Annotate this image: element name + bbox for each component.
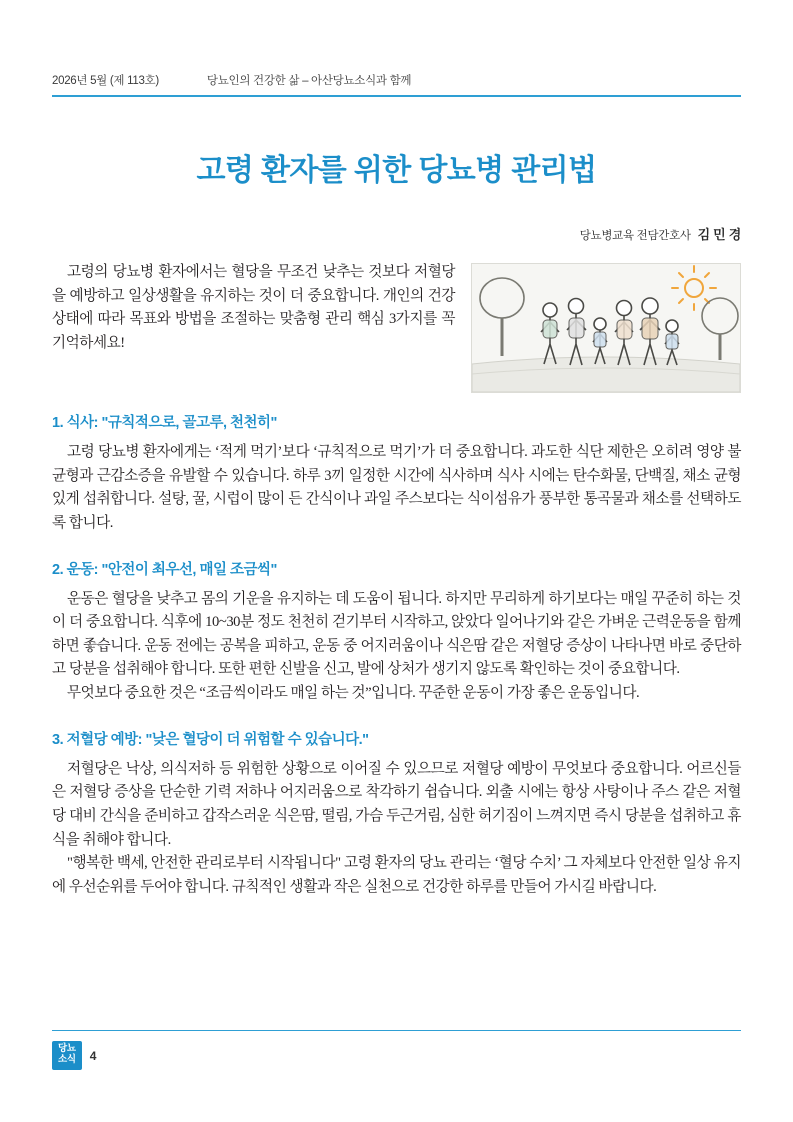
section-3-paragraph-1: 저혈당은 낙상, 의식저하 등 위험한 상황으로 이어질 수 있으므로 저혈당 예방이 무엇보다 중요합니다. 어르신들은 저혈당 증상을 단순한 기력 저하나 어지러움으로 착각하기 쉽습니다. 외출 시에는 항상 사탕이나 주스 같은 저혈당 대비 간식을 준비하고 갑작스러운 식은땀, 떨림, 가슴 두근거림, 심한 허기짐이 느껴지면 즉시 당분을 섭취하고 휴식을 취해야 합니다.	[52, 760, 741, 848]
family-walking-illustration	[471, 263, 741, 393]
byline-name: 김 민 경	[697, 227, 741, 242]
page-number: 4	[89, 1048, 97, 1063]
page-title: 고령 환자를 위한 당뇨병 관리법	[196, 154, 597, 187]
section-2-paragraph-1: 운동은 혈당을 낮추고 몸의 기운을 유지하는 데 도움이 됩니다. 하지만 무리하게 하기보다는 매일 꾸준히 하는 것이 더 중요합니다. 식후에 10~30분 정도 천천히 걷기부터 시작하고, 앉았다 일어나기와 같은 가벼운 근력운동을 함께 하면 좋습니다. 운동 전에는 공복을 피하고, 운동 중 어지러움이나 식은땀 같은 저혈당 증상이 나타나면 바로 중단하고 당분을 섭취해야 합니다. 또한 편한 신발을 신고, 발에 상처가 생기지 않도록 확인하는 것이 중요합니다.	[52, 590, 741, 678]
section-heading-2: 2. 운동: "안전이 최우선, 매일 조금씩"	[52, 561, 277, 578]
header-tagline: 당뇨인의 건강한 삶 – 아산당뇨소식과 함께	[206, 75, 412, 87]
page-header	[52, 0, 741, 88]
section-1-paragraph-1: 고령 당뇨병 환자에게는 ‘적게 먹기’보다 ‘규칙적으로 먹기’가 더 중요합니다. 과도한 식단 제한은 오히려 영양 불균형과 근감소증을 유발할 수 있습니다. 하루 3끼 일정한 시간에 식사하며 식사 시에는 탄수화물, 단백질, 채소 균형 있게 섭취합니다. 설탕, 꿀, 시럽이 많이 든 간식이나 과일 주스보다는 식이섬유가 풍부한 통곡물과 채소를 선택하도록 합니다.	[52, 444, 741, 531]
footer-divider	[52, 1030, 741, 1032]
section-2-paragraph-2: 무엇보다 중요한 것은 “조금씩이라도 매일 하는 것”입니다. 꾸준한 운동이 가장 좋은 운동입니다.	[67, 685, 640, 702]
section-heading-1: 1. 식사: "규칙적으로, 골고루, 천천히"	[52, 415, 277, 431]
closing-paragraph: "행복한 백세, 안전한 관리로부터 시작됩니다" 고령 환자의 당뇨 관리는 ‘혈당 수치’ 그 자체보다 안전한 일상 유지에 우선순위를 두어야 합니다. 규칙적인 생활과 작은 실천으로 건강한 하루를 만들어 가시길 바랍니다.	[52, 855, 741, 895]
badge-line-1: 당뇨	[58, 1043, 76, 1055]
badge-line-2: 소식	[58, 1054, 76, 1066]
publication-badge	[52, 1041, 82, 1070]
header-divider	[52, 95, 741, 97]
byline-role: 당뇨병교육 전담간호사	[579, 230, 691, 242]
intro-paragraph: 고령의 당뇨병 환자에서는 혈당을 무조건 낮추는 것보다 저혈당을 예방하고 일상생활을 유지하는 것이 더 중요합니다. 개인의 건강 상태에 따라 목표와 방법을 조절하는 맞춤형 관리 핵심 3가지를 꼭 기억하세요!	[52, 264, 455, 351]
illustration-svg	[472, 264, 740, 392]
issue-label: 2026년 5월 (제 113호)	[52, 75, 159, 87]
intro-block	[52, 261, 741, 389]
page-footer	[52, 1030, 741, 1070]
footer-row	[52, 1041, 741, 1070]
section-heading-3: 3. 저혈당 예방: "낮은 혈당이 더 위험할 수 있습니다."	[52, 731, 369, 748]
byline	[52, 224, 741, 243]
